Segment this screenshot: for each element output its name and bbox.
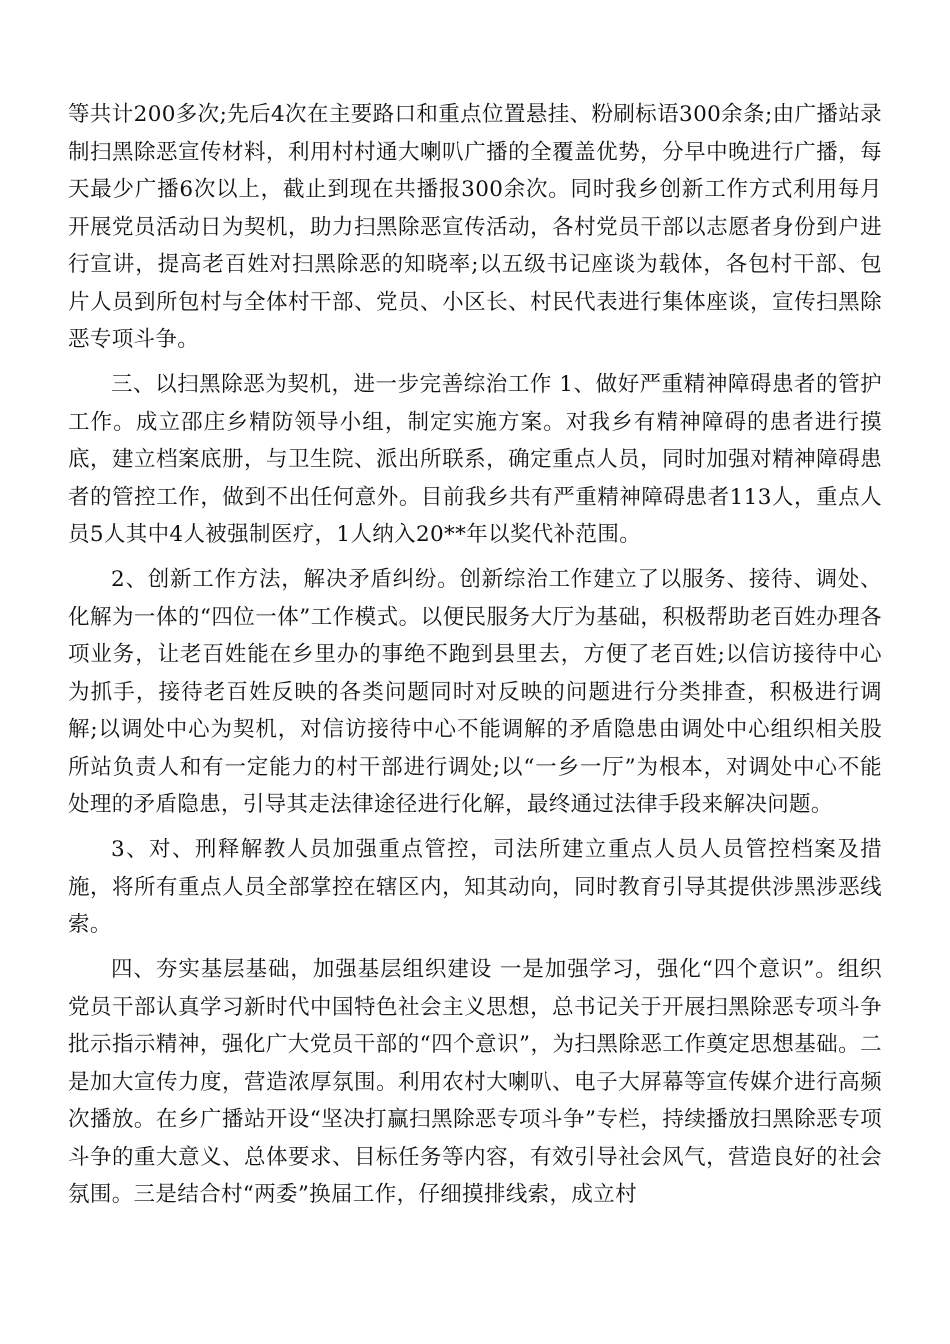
paragraph-publicity-continued: 等共计200多次;先后4次在主要路口和重点位置悬挂、粉刷标语300余条;由广播站录制扫黑除恶宣传材料，利用村村通大喇叭广播的全覆盖优势，分早中晚进行广播，每天最少广播6次以上，截止到现在共播报300余次。同时我乡创新工作方式利用每月开展党员活动日为契机，助力扫黑除恶宣传活动，各村党员干部以志愿者身份到户进行宣讲，提高老百姓对扫黑除恶的知晓率;以五级书记座谈为载体，各包村干部、包片人员到所包村与全体村干部、党员、小区长、村民代表进行集体座谈，宣传扫黑除恶专项斗争。 bbox=[68, 102, 882, 352]
paragraph-item-two: 2、创新工作方法，解决矛盾纠纷。创新综治工作建立了以服务、接待、调处、化解为一体的“四位一体”工作模式。以便民服务大厅为基础，积极帮助老百姓办理各项业务，让老百姓能在乡里办的事绝不跑到县里去，方便了老百姓;以信访接待中心为抓手，接待老百姓反映的各类问题同时对反映的问题进行分类排查，积极进行调解;以调处中心为契机，对信访接待中心不能调解的矛盾隐患由调处中心组织相关股所站负责人和有一定能力的村干部进行调处;以“一乡一厅”为根本，对调处中心不能处理的矛盾隐患，引导其走法律途径进行化解，最终通过法律手段来解决问题。 bbox=[68, 567, 882, 817]
paragraph-section-four: 四、夯实基层基础，加强基层组织建设 一是加强学习，强化“四个意识”。组织党员干部认真学习新时代中国特色社会主义思想，总书记关于开展扫黑除恶专项斗争批示指示精神，强化广大党员干部的“四个意识”，为扫黑除恶工作奠定思想基础。二是加大宣传力度，营造浓厚氛围。利用农村大喇叭、电子大屏幕等宣传媒介进行高频次播放。在乡广播站开设“坚决打赢扫黑除恶专项斗争”专栏，持续播放扫黑除恶专项斗争的重大意义、总体要求、目标任务等内容，有效引导社会风气，营造良好的社会氛围。三是结合村“两委”换届工作，仔细摸排线索，成立村 bbox=[68, 957, 882, 1207]
paragraph-section-three: 三、以扫黑除恶为契机，进一步完善综治工作 1、做好严重精神障碍患者的管护工作。成立邵庄乡精防领导小组，制定实施方案。对我乡有精神障碍的患者进行摸底，建立档案底册，与卫生院、派出所联系，确定重点人员，同时加强对精神障碍患者的管控工作，做到不出任何意外。目前我乡共有严重精神障碍患者113人，重点人员5人其中4人被强制医疗，1人纳入20**年以奖代补范围。 bbox=[68, 372, 882, 547]
paragraph-item-three: 3、对、刑释解教人员加强重点管控，司法所建立重点人员人员管控档案及措施，将所有重点人员全部掌控在辖区内，知其动向，同时教育引导其提供涉黑涉恶线索。 bbox=[68, 837, 882, 937]
